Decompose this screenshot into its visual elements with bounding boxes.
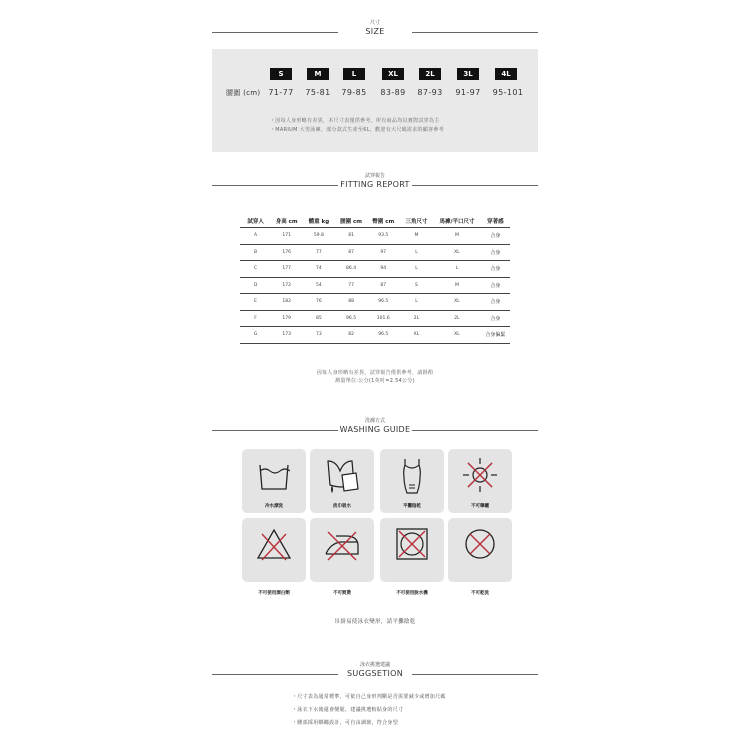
table-cell: 81 — [336, 228, 367, 245]
fitting-section-header — [212, 173, 538, 190]
divider-line — [212, 674, 338, 675]
fitting-title-zh: 試穿報告 — [364, 173, 385, 179]
divider-line — [212, 185, 338, 186]
suggestion-title-en: SUGGSETION — [347, 669, 403, 678]
table-cell: M — [433, 277, 481, 294]
table-cell: S — [400, 277, 433, 294]
suggestion-item: ・腰部採用綁繩設計，可自由調節，符合身型 — [292, 720, 399, 726]
table-cell: L — [433, 261, 481, 278]
suggestion-item: ・尺寸表為通常標準，可依自己身形判斷是否需要減少或增加尺碼 — [292, 694, 446, 700]
column-header: 臀圍 cm — [367, 215, 400, 228]
table-cell: 77 — [302, 244, 335, 261]
table-cell: 96.5 — [367, 327, 400, 344]
waist-value-3l: 91-97 — [455, 88, 481, 97]
table-cell: A — [240, 228, 271, 245]
table-cell: E — [240, 294, 271, 311]
no-sun-icon — [460, 455, 500, 495]
divider-line — [412, 32, 538, 33]
size-tag-2l: 2L — [419, 68, 441, 80]
table-cell: B — [240, 244, 271, 261]
table-cell: 合身 — [481, 228, 510, 245]
size-title-en: SIZE — [365, 27, 385, 36]
table-cell: M — [400, 228, 433, 245]
waist-value-2l: 87-93 — [417, 88, 443, 97]
washing-title-zh: 洗滌方式 — [364, 418, 385, 424]
fitting-note: 因每人身形略有差異，試穿報告僅供參考，請斟酌 — [316, 370, 434, 376]
table-cell: 88 — [336, 294, 367, 311]
size-tag-3l: 3L — [457, 68, 479, 80]
column-header: 試穿人 — [240, 215, 271, 228]
wash-label: 不可曝曬 — [471, 504, 489, 509]
no-bleach-icon — [254, 524, 294, 564]
table-cell: 合身 — [481, 277, 510, 294]
divider-line — [412, 430, 538, 431]
table-row — [240, 310, 510, 327]
washing-section-header — [212, 418, 538, 435]
wash-label: 不可使用漂白劑 — [258, 591, 290, 596]
wash-card-dry-flat — [380, 449, 444, 513]
dry-flat-shade-icon — [392, 455, 432, 495]
waist-value-4l: 95-101 — [492, 88, 524, 97]
table-cell: XL — [433, 294, 481, 311]
table-cell: F — [240, 310, 271, 327]
table-cell: 87 — [336, 244, 367, 261]
table-row — [240, 261, 510, 278]
table-cell: 54 — [302, 277, 335, 294]
size-chart — [212, 49, 538, 152]
waist-value-l: 79-85 — [341, 88, 367, 97]
divider-line — [412, 185, 538, 186]
table-cell: 76 — [302, 294, 335, 311]
wash-card-no-dry-clean — [448, 518, 512, 596]
no-tumble-dry-icon — [392, 524, 432, 564]
wash-label: 淡巾吸水 — [333, 504, 351, 509]
wash-label: 平攤陰乾 — [403, 504, 421, 509]
table-row — [240, 277, 510, 294]
wash-card-towel-dry — [310, 449, 374, 513]
column-header: 三角尺寸 — [400, 215, 433, 228]
table-cell: L — [400, 294, 433, 311]
washing-footer-note: 吊掛易使泳衣變形，請平攤陰乾 — [334, 619, 416, 625]
fitting-table — [240, 215, 510, 344]
wash-label: 不可乾洗 — [471, 591, 489, 596]
column-header: 腰圍 cm — [336, 215, 367, 228]
table-cell: 77 — [336, 277, 367, 294]
waist-value-m: 75-81 — [305, 88, 331, 97]
table-cell: 73 — [302, 327, 335, 344]
towel-dry-icon — [322, 455, 362, 495]
table-cell: 176 — [271, 244, 302, 261]
suggestion-item: ・泳衣下水後還會變鬆，建議挑選較貼身的尺寸 — [292, 707, 404, 713]
divider-line — [212, 32, 338, 33]
fitting-unit-note: 測量單位:公分(1英吋=2.54公分) — [335, 378, 415, 384]
size-section-header — [212, 20, 538, 37]
table-cell: 合身 — [481, 244, 510, 261]
wash-card-no-tumble-dry — [380, 518, 444, 596]
table-cell: 82 — [336, 327, 367, 344]
table-cell: 101.6 — [367, 310, 400, 327]
waist-row-label: 腰圍 (cm) — [226, 89, 261, 97]
table-cell: 2L — [433, 310, 481, 327]
divider-line — [212, 430, 338, 431]
table-cell: 合身 — [481, 294, 510, 311]
wash-card-no-iron — [310, 518, 374, 596]
table-cell: 93.5 — [367, 228, 400, 245]
suggestion-section-header — [212, 662, 538, 679]
table-cell: 85 — [302, 310, 335, 327]
table-cell: 2L — [400, 310, 433, 327]
table-cell: 96.5 — [336, 310, 367, 327]
table-cell: 合身 — [481, 261, 510, 278]
fitting-title-en: FITTING REPORT — [340, 180, 410, 189]
table-cell: D — [240, 277, 271, 294]
table-cell: M — [433, 228, 481, 245]
table-cell: 173 — [271, 327, 302, 344]
column-header: 體重 kg — [302, 215, 335, 228]
washing-title-en: WASHING GUIDE — [339, 425, 411, 434]
no-dry-clean-icon — [460, 524, 500, 564]
table-row — [240, 294, 510, 311]
column-header: 馬褲/平口尺寸 — [433, 215, 481, 228]
column-header: 身高 cm — [271, 215, 302, 228]
size-note: ・MARIUM 大男泳褲，部分款式生產至6L，歡迎有大尺碼需求的顧客參考 — [270, 127, 445, 133]
table-cell: L — [400, 261, 433, 278]
size-tag-l: L — [343, 68, 365, 80]
table-cell: 87 — [367, 277, 400, 294]
table-cell: 86.4 — [336, 261, 367, 278]
size-tag-m: M — [307, 68, 329, 80]
table-cell: XL — [433, 244, 481, 261]
suggestion-title-zh: 泳衣挑選建議 — [359, 662, 390, 668]
table-row — [240, 228, 510, 245]
waist-value-s: 71-77 — [268, 88, 294, 97]
table-cell: 172 — [271, 277, 302, 294]
table-header-row — [240, 215, 510, 228]
size-tag-xl: XL — [382, 68, 404, 80]
table-cell: C — [240, 261, 271, 278]
no-iron-icon — [322, 524, 362, 564]
wash-card-cold-water — [242, 449, 306, 513]
divider-line — [412, 674, 538, 675]
cold-water-wash-icon — [254, 455, 294, 495]
table-cell: XL — [433, 327, 481, 344]
waist-value-xl: 83-89 — [380, 88, 406, 97]
table-cell: 182 — [271, 294, 302, 311]
table-cell: 171 — [271, 228, 302, 245]
wash-card-no-sun — [448, 449, 512, 513]
size-note: ・因每人身形略有差異，本尺寸表僅供參考，所有商品均以實際試穿為主 — [270, 118, 440, 124]
wash-card-no-bleach — [242, 518, 306, 596]
table-row — [240, 327, 510, 344]
table-cell: 74 — [302, 261, 335, 278]
table-cell: 97 — [367, 244, 400, 261]
wash-label: 冷水漂洗 — [265, 504, 283, 509]
table-cell: G — [240, 327, 271, 344]
wash-label: 不可熨燙 — [333, 591, 351, 596]
table-row — [240, 244, 510, 261]
size-title-zh: 尺寸 — [369, 20, 380, 26]
table-cell: 合身偏緊 — [481, 327, 510, 344]
table-cell: 177 — [271, 261, 302, 278]
table-cell: XL — [400, 327, 433, 344]
table-cell: 179 — [271, 310, 302, 327]
size-tag-s: S — [270, 68, 292, 80]
column-header: 穿著感 — [481, 215, 510, 228]
table-cell: 59.8 — [302, 228, 335, 245]
table-cell: 96.5 — [367, 294, 400, 311]
table-cell: 94 — [367, 261, 400, 278]
size-tag-4l: 4L — [495, 68, 517, 80]
wash-label: 不可使用脫水機 — [396, 591, 428, 596]
table-cell: 合身 — [481, 310, 510, 327]
table-cell: L — [400, 244, 433, 261]
